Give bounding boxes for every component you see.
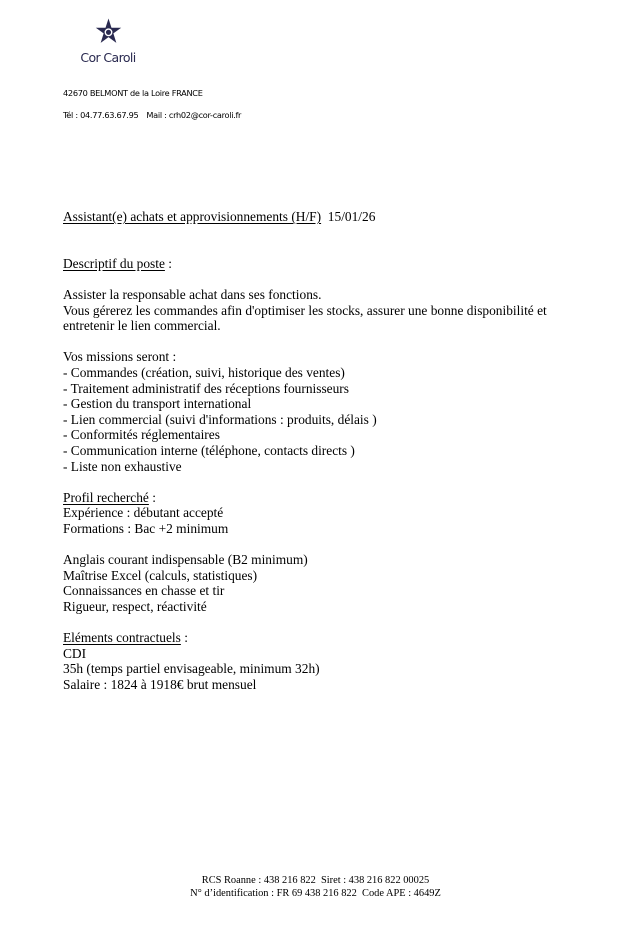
contract-heading: Eléments contractuels: [63, 630, 181, 646]
job-posting-body: [63, 209, 583, 692]
mission-item: - Liste non exhaustive: [63, 458, 182, 474]
mission-item: - Lien commercial (suivi d'informations : produits, délais ): [63, 411, 377, 427]
contract-heading-line: Eléments contractuels :: [63, 630, 188, 646]
profile-skill: Maîtrise Excel (calculs, statistiques): [63, 567, 258, 583]
contract-line: 35h (temps partiel envisageable, minimum 32h): [63, 661, 320, 677]
company-mail: Mail : crh02@cor-caroli.fr: [146, 110, 242, 120]
description-line: entretenir le lien commercial.: [63, 318, 221, 334]
job-date: 15/01/26: [327, 209, 376, 224]
footer-identification: N° d’identification : FR 69 438 216 822 Code APE : 4649Z: [190, 888, 441, 899]
profile-line: Expérience : débutant accepté: [63, 505, 224, 521]
profile-skill: Connaissances en chasse et tir: [63, 583, 225, 599]
job-title: Assistant(e) achats et approvisionnements (H/F): [63, 209, 322, 224]
mission-item: - Conformités réglementaires: [63, 427, 220, 443]
company-address: 42670 BELMONT de la Loire FRANCE: [63, 88, 203, 98]
company-logo: [76, 16, 140, 68]
missions-intro: Vos missions seront :: [63, 349, 177, 365]
profile-heading: Profil recherché: [63, 489, 149, 505]
contract-line: CDI: [63, 645, 87, 661]
description-line: Vous gérerez les commandes afin d'optimiser les stocks, assurer une bonne disponibilité et: [63, 302, 547, 318]
footer-registration: RCS Roanne : 438 216 822 Siret : 438 216 822 00025: [201, 875, 430, 886]
description-line: Assister la responsable achat dans ses fonctions.: [63, 286, 322, 302]
job-title-line: [63, 209, 583, 225]
star-with-circle-icon: [95, 18, 122, 45]
mission-item: - Gestion du transport international: [63, 396, 252, 412]
mission-item: - Traitement administratif des réceptions fournisseurs: [63, 380, 349, 396]
brand-name: Cor Caroli: [80, 50, 136, 65]
profile-line: Formations : Bac +2 minimum: [63, 520, 229, 536]
description-heading-line: Descriptif du poste :: [63, 255, 172, 271]
contract-line: Salaire : 1824 à 1918€ brut mensuel: [63, 676, 257, 692]
mission-item: - Communication interne (téléphone, contacts directs ): [63, 442, 355, 458]
company-contact: [63, 110, 241, 120]
description-heading: Descriptif du poste: [63, 255, 165, 271]
company-phone: Tél : 04.77.63.67.95: [63, 110, 139, 120]
profile-skill: Anglais courant indispensable (B2 minimum): [63, 552, 308, 568]
profile-heading-line: Profil recherché :: [63, 489, 156, 505]
mission-item: - Commandes (création, suivi, historique des ventes): [63, 364, 345, 380]
profile-skill: Rigueur, respect, réactivité: [63, 598, 207, 614]
